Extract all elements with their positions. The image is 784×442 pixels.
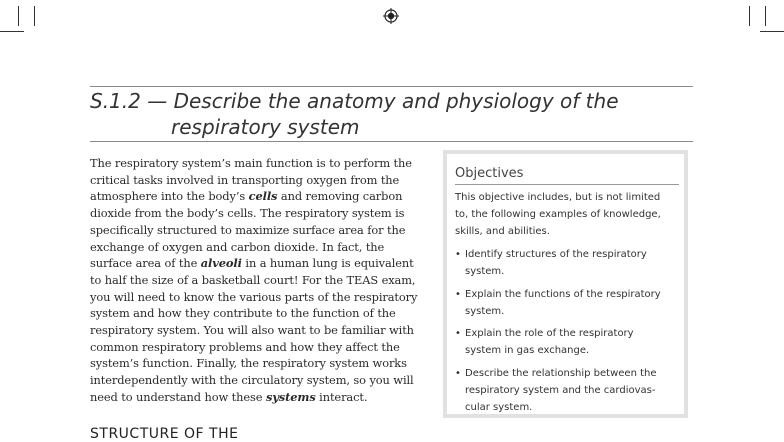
paragraph-line: exchange of oxygen and carbon dioxide. In fact, the: [90, 239, 385, 254]
objective-item: • Identify structures of the respiratory system.: [465, 246, 680, 280]
objective-item: • Explain the functions of the respiratory system.: [465, 286, 680, 320]
section-title-line: respiratory system: [171, 115, 360, 139]
paragraph-line: surface area of the alveoli in a human lung is equivalent: [90, 256, 414, 271]
paragraph-line: interdependently with the circulatory system, so you will: [90, 373, 414, 388]
objectives-box: [443, 150, 688, 418]
section-title-line: S.1.2 — Describe the anatomy and physiology of the: [90, 89, 619, 113]
paragraph-line: respiratory system. You will also want to be familiar with: [90, 323, 414, 338]
crop-mark: [749, 6, 750, 26]
heading-bottom-rule: [90, 141, 693, 142]
term-cells: cells: [248, 189, 278, 204]
paragraph-line: dioxide from the body’s cells. The respiratory system is: [90, 206, 405, 221]
term-systems: systems: [265, 389, 316, 404]
term-alveoli: alveoli: [200, 256, 242, 271]
next-section-heading: STRUCTURE OF THE: [90, 426, 239, 442]
paragraph-line: common respiratory problems and how they affect the: [90, 339, 400, 354]
objectives-title: Objectives: [455, 166, 524, 181]
paragraph-line: system and how they contribute to the function of the: [90, 306, 396, 321]
paragraph-line: to half the size of a basketball court! For the TEAS exam,: [90, 272, 416, 287]
objectives-intro: This objective includes, but is not limited to, the following examples of knowledge, skills, and abilities.: [455, 192, 661, 237]
crop-mark: [760, 31, 784, 32]
body-paragraph: [90, 155, 435, 406]
paragraph-line: you will need to know the various parts of the respiratory: [90, 289, 418, 304]
paragraph-line: system’s function. Finally, the respiratory system works: [90, 356, 407, 371]
bullet-icon: •: [455, 249, 461, 260]
objective-item: • Describe the relationship between the respiratory system and the cardiovas- cular system.: [465, 365, 680, 416]
paragraph-line: atmosphere into the body’s cells and removing carbon: [90, 189, 403, 204]
paragraph-line: The respiratory system’s main function is to perform the: [90, 156, 412, 170]
objective-item: • Explain the role of the respiratory system in gas exchange.: [465, 325, 680, 359]
bullet-icon: •: [455, 368, 461, 379]
bullet-icon: •: [455, 289, 461, 300]
bullet-icon: •: [455, 328, 461, 339]
crop-mark: [765, 6, 766, 26]
objectives-rule: [455, 184, 679, 185]
registration-mark-icon: [383, 8, 399, 24]
crop-mark: [18, 6, 19, 26]
heading-top-rule: [90, 86, 693, 87]
paragraph-line: specifically structured to maximize surface area for the: [90, 222, 406, 237]
paragraph-line: critical tasks involved in transporting oxygen from the: [90, 172, 400, 187]
crop-mark: [0, 31, 24, 32]
paragraph-line: need to understand how these systems interact.: [90, 389, 368, 404]
crop-mark: [34, 6, 35, 26]
section-title: [90, 88, 690, 140]
